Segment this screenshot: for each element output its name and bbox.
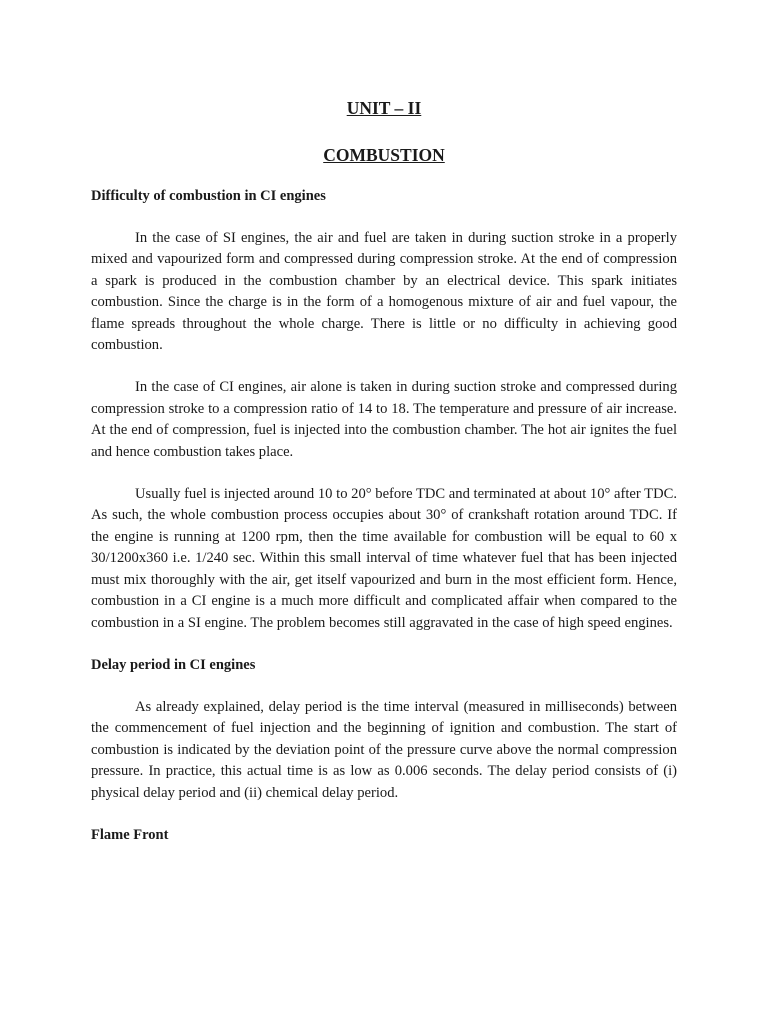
paragraph-ci-engines: In the case of CI engines, air alone is taken in during suction stroke and compressed during compression stroke to a compression ratio of 14 to 18. The temperature and pressure of air increase. At the end of compression, fuel is injected into the combustion chamber. The hot air ignites the fuel and hence combustion takes place. — [91, 379, 677, 460]
main-title: COMBUSTION — [323, 145, 445, 165]
section-heading-difficulty: Difficulty of combustion in CI engines — [91, 188, 326, 204]
section-heading-delay-period: Delay period in CI engines — [91, 656, 256, 673]
unit-title: UNIT – II — [346, 98, 422, 118]
paragraph-injection-timing: Usually fuel is injected around 10 to 20° before TDC and terminated at about 10° after TDC. As such, the whole combustion process occupies about 30° of crankshaft rotation around TDC. If the engine is running at 1200 rpm, then the time available for combustion will be equal to 60 x 30/1200x360 i.e. 1/240 sec. Within this small interval of time whatever fuel that has been injected must mix thoroughly with the air, get itself vapourized and burn in the most efficient form. Hence, combustion in a CI engine is a much more difficult and complicated affair when compared to the combustion in a SI engine. The problem becomes still aggravated in the case of high speed engines. — [91, 486, 677, 631]
paragraph-si-engines: In the case of SI engines, the air and fuel are taken in during suction stroke in a properly mixed and vapourized form and compressed during compression stroke. At the end of compression a spark is produced in the combustion chamber by an electrical device. This spark initiates combustion. Since the charge is in the form of a homogenous mixture of air and fuel vapour, the flame spreads throughout the whole charge. There is little or no difficulty in achieving good combustion. — [91, 230, 677, 354]
paragraph-delay-period: As already explained, delay period is the time interval (measured in milliseconds) between the commencement of fuel injection and the beginning of ignition and combustion. The start of combustion is indicated by the deviation point of the pressure curve above the normal compression pressure. In practice, this actual time is as low as 0.006 seconds. The delay period consists of (i) physical delay period and (ii) chemical delay period. — [91, 698, 677, 801]
document-page — [91, 96, 677, 846]
section-heading-flame-front: Flame Front — [91, 826, 169, 843]
